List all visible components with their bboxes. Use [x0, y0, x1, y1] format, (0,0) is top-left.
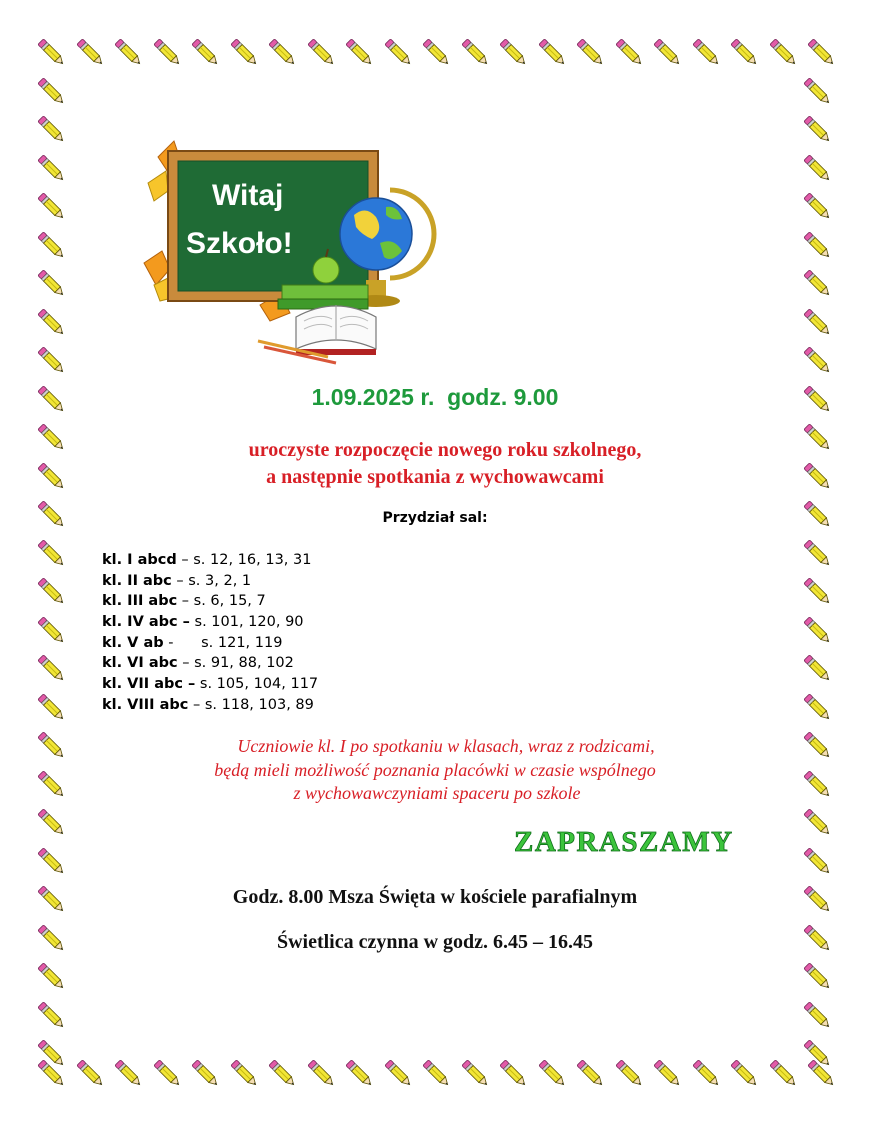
pencil-icon [800, 613, 836, 649]
event-description-line2: a następnie spotkania z wychowawcami [266, 466, 604, 488]
pencil-icon [111, 35, 147, 71]
pencil-icon [800, 228, 836, 264]
room-numbers: – s. 12, 16, 13, 31 [176, 552, 312, 568]
pencil-icon [727, 35, 763, 71]
invitation-heading: ZAPRASZAMY [514, 826, 734, 858]
pencil-icon [188, 35, 224, 71]
pencil-icon [496, 35, 532, 71]
pencil-icon [111, 1056, 147, 1092]
pencil-icon [766, 35, 802, 71]
pencil-icon [535, 35, 571, 71]
class-name: kl. VI abc [102, 655, 178, 672]
room-item [102, 550, 318, 571]
pencil-icon [34, 189, 70, 225]
pencil-icon [34, 844, 70, 880]
pencil-icon [573, 1056, 609, 1092]
room-numbers: s. 101, 120, 90 [189, 614, 304, 631]
pencil-icon [34, 305, 70, 341]
pencil-icon [689, 35, 725, 71]
class-name: kl. VIII abc [102, 696, 189, 713]
room-numbers: – s. 118, 103, 89 [188, 696, 314, 713]
pencil-icon [800, 189, 836, 225]
pencil-icon [800, 112, 836, 148]
pencil-icon [419, 1056, 455, 1092]
pencil-icon [381, 35, 417, 71]
pencil-icon [34, 574, 70, 610]
pencil-icon [458, 35, 494, 71]
room-item [102, 591, 318, 612]
first-grade-note-line1: Uczniowie kl. I po spotkaniu w klasach, wraz z rodzicami, [237, 736, 655, 756]
pencil-icon [800, 151, 836, 187]
mass-info: Godz. 8.00 Msza Święta w kościele parafialnym [232, 886, 638, 908]
pencil-icon [800, 690, 836, 726]
pencil-icon [34, 1036, 70, 1072]
class-name: kl. III abc [102, 593, 178, 610]
pencil-icon [800, 805, 836, 841]
class-name: kl. V ab [102, 634, 164, 651]
room-numbers: – s. 6, 15, 7 [177, 593, 266, 610]
pencil-icon [800, 536, 836, 572]
pencil-icon [496, 1056, 532, 1092]
room-item [102, 695, 318, 716]
first-grade-note-line2: będą mieli możliwość poznania placówki w czasie wspólnego [214, 760, 656, 780]
pencil-icon [227, 35, 263, 71]
pencil-icon [34, 151, 70, 187]
room-item [102, 571, 318, 592]
pencil-icon [34, 112, 70, 148]
class-name: kl. VII abc – [102, 676, 196, 693]
pencil-icon [34, 343, 70, 379]
pencil-icon [800, 1036, 836, 1072]
event-date-time: 1.09.2025 r. godz. 9.00 [311, 384, 559, 410]
class-name: kl. II abc [102, 572, 172, 589]
class-name: kl. IV abc – [102, 614, 190, 631]
day-room-hours: Świetlica czynna w godz. 6.45 – 16.45 [276, 931, 594, 953]
pencil-icon [188, 1056, 224, 1092]
pencil-icon [612, 35, 648, 71]
pencil-icon [34, 35, 70, 71]
pencil-icon [342, 35, 378, 71]
pencil-icon [34, 805, 70, 841]
pencil-icon [800, 305, 836, 341]
pencil-icon [34, 266, 70, 302]
books-icon [278, 285, 376, 355]
pencil-icon [73, 1056, 109, 1092]
pencil-icon [304, 1056, 340, 1092]
room-numbers: – s. 91, 88, 102 [177, 655, 294, 672]
pencil-icon [800, 844, 836, 880]
pencil-icon [34, 998, 70, 1034]
pencil-icon [689, 1056, 725, 1092]
room-assignment-title: Przydział sal: [382, 510, 488, 526]
pencil-icon [265, 35, 301, 71]
pencil-icon [800, 998, 836, 1034]
room-item [102, 612, 318, 633]
pencil-icon [804, 35, 840, 71]
pencil-icon [800, 959, 836, 995]
room-item [102, 633, 318, 654]
room-numbers: – s. 3, 2, 1 [171, 572, 252, 589]
pencil-icon [800, 266, 836, 302]
pencil-icon [419, 35, 455, 71]
pencil-icon [458, 1056, 494, 1092]
pencil-icon [650, 1056, 686, 1092]
room-item [102, 674, 318, 695]
pencil-icon [800, 651, 836, 687]
pencil-icon [34, 536, 70, 572]
pencil-icon [265, 1056, 301, 1092]
pencil-icon [766, 1056, 802, 1092]
pencil-icon [800, 343, 836, 379]
pencil-icon [650, 35, 686, 71]
pencil-icon [800, 574, 836, 610]
room-item [102, 653, 318, 674]
pencil-icon [34, 228, 70, 264]
board-line2: Szkoło! [186, 227, 293, 260]
pencil-icon [34, 690, 70, 726]
pencil-icon [800, 74, 836, 110]
welcome-school-illustration [140, 135, 440, 370]
pencil-icon [150, 1056, 186, 1092]
event-description-line1: uroczyste rozpoczęcie nowego roku szkolnego, [248, 439, 642, 461]
pencil-icon [304, 35, 340, 71]
pencil-icon [612, 1056, 648, 1092]
pencil-icon [727, 1056, 763, 1092]
pencil-icon [150, 35, 186, 71]
first-grade-note-line3: z wychowawczyniami spaceru po szkole [293, 783, 581, 803]
pencil-icon [381, 1056, 417, 1092]
room-numbers: - s. 121, 119 [163, 634, 283, 651]
board-line1: Witaj [212, 179, 284, 212]
pencil-icon [34, 74, 70, 110]
pencil-icon [227, 1056, 263, 1092]
pencil-icon [73, 35, 109, 71]
pencil-icon [34, 959, 70, 995]
pencil-icon [342, 1056, 378, 1092]
pencil-icon [34, 613, 70, 649]
room-assignment-list [102, 550, 318, 716]
pencil-icon [573, 35, 609, 71]
pencil-icon [34, 651, 70, 687]
class-name: kl. I abcd [102, 552, 177, 568]
room-numbers: s. 105, 104, 117 [195, 676, 319, 693]
pencil-icon [535, 1056, 571, 1092]
